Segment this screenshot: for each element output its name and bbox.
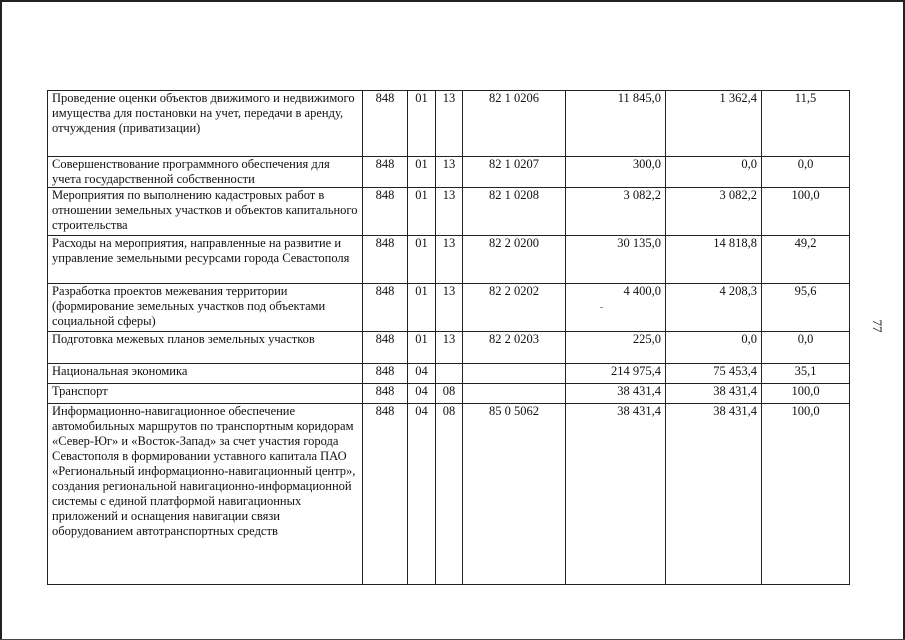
execution-percent: 100,0	[762, 188, 850, 236]
row-name: Расходы на мероприятия, направленные на развитие и управление земельными ресурсами города Севастополя	[48, 236, 363, 284]
dept-code: 848	[363, 384, 408, 404]
actual-amount: 0,0	[666, 332, 762, 364]
actual-amount: 3 082,2	[666, 188, 762, 236]
target-article-code: 82 1 0208	[463, 188, 566, 236]
table-row	[48, 332, 850, 364]
planned-amount: 214 975,4	[566, 364, 666, 384]
dept-code: 848	[363, 364, 408, 384]
section-code: 04	[408, 404, 436, 585]
actual-amount: 75 453,4	[666, 364, 762, 384]
table-row	[48, 157, 850, 188]
planned-amount: 3 082,2	[566, 188, 666, 236]
table-row	[48, 364, 850, 384]
table-row	[48, 404, 850, 585]
subsection-code: 13	[436, 188, 463, 236]
subsection-code: 08	[436, 384, 463, 404]
execution-percent: 0,0	[762, 332, 850, 364]
scan-border-left	[0, 0, 2, 640]
execution-percent: 0,0	[762, 157, 850, 188]
subsection-code: 08	[436, 404, 463, 585]
planned-amount: 300,0	[566, 157, 666, 188]
execution-percent: 95,6	[762, 284, 850, 332]
row-name: Национальная экономика	[48, 364, 363, 384]
table-row	[48, 91, 850, 157]
actual-amount: 38 431,4	[666, 404, 762, 585]
row-name: Мероприятия по выполнению кадастровых работ в отношении земельных участков и объектов капитального строительства	[48, 188, 363, 236]
section-code: 01	[408, 91, 436, 157]
planned-amount: 30 135,0	[566, 236, 666, 284]
dept-code: 848	[363, 157, 408, 188]
table-row	[48, 188, 850, 236]
table-row	[48, 236, 850, 284]
subsection-code: 13	[436, 236, 463, 284]
dept-code: 848	[363, 236, 408, 284]
target-article-code: 82 2 0202	[463, 284, 566, 332]
section-code: 01	[408, 332, 436, 364]
execution-percent: 100,0	[762, 384, 850, 404]
row-name: Разработка проектов межевания территории (формирование земельных участков под объектами социальной сферы)	[48, 284, 363, 332]
dept-code: 848	[363, 91, 408, 157]
actual-amount: 1 362,4	[666, 91, 762, 157]
actual-amount: 0,0	[666, 157, 762, 188]
section-code: 01	[408, 236, 436, 284]
row-name: Информационно-навигационное обеспечение автомобильных маршрутов по транспортным коридорам «Север-Юг» и «Восток-Запад» за счет участия города Севастополя в формировании уставного капитала ПАО «Региональный информационно-навигационный центр», создания региональной навигационно-информационной системы с единой платформой навигационных приложений и оснащения навигации связи оборудованием автотранспортных средств	[48, 404, 363, 585]
subsection-code: 13	[436, 157, 463, 188]
scan-border-top	[0, 0, 905, 2]
target-article-code: 82 1 0206	[463, 91, 566, 157]
dept-code: 848	[363, 284, 408, 332]
budget-execution-table	[47, 90, 850, 585]
row-name: Совершенствование программного обеспечения для учета государственной собственности	[48, 157, 363, 188]
planned-amount: 38 431,4	[566, 384, 666, 404]
subsection-code: 13	[436, 332, 463, 364]
dept-code: 848	[363, 188, 408, 236]
target-article-code: 82 2 0200	[463, 236, 566, 284]
section-code: 04	[408, 364, 436, 384]
target-article-code	[463, 364, 566, 384]
dept-code: 848	[363, 404, 408, 585]
section-code: 01	[408, 284, 436, 332]
row-name: Проведение оценки объектов движимого и недвижимого имущества для постановки на учет, передачи в аренду, отчуждения (приватизации)	[48, 91, 363, 157]
execution-percent: 35,1	[762, 364, 850, 384]
subsection-code: 13	[436, 91, 463, 157]
actual-amount: 14 818,8	[666, 236, 762, 284]
actual-amount: 4 208,3	[666, 284, 762, 332]
section-code: 04	[408, 384, 436, 404]
table-row	[48, 384, 850, 404]
dept-code: 848	[363, 332, 408, 364]
row-name: Подготовка межевых планов земельных участков	[48, 332, 363, 364]
planned-amount: 225,0	[566, 332, 666, 364]
table-row	[48, 284, 850, 332]
section-code: 01	[408, 157, 436, 188]
subsection-code: 13	[436, 284, 463, 332]
planned-amount: 38 431,4	[566, 404, 666, 585]
planned-amount: 4 400,0	[566, 284, 666, 332]
page-number: 77	[870, 319, 885, 333]
actual-amount: 38 431,4	[666, 384, 762, 404]
target-article-code: 82 2 0203	[463, 332, 566, 364]
section-code: 01	[408, 188, 436, 236]
planned-amount: 11 845,0	[566, 91, 666, 157]
execution-percent: 49,2	[762, 236, 850, 284]
target-article-code: 82 1 0207	[463, 157, 566, 188]
subsection-code	[436, 364, 463, 384]
target-article-code	[463, 384, 566, 404]
execution-percent: 100,0	[762, 404, 850, 585]
target-article-code: 85 0 5062	[463, 404, 566, 585]
execution-percent: 11,5	[762, 91, 850, 157]
row-name: Транспорт	[48, 384, 363, 404]
